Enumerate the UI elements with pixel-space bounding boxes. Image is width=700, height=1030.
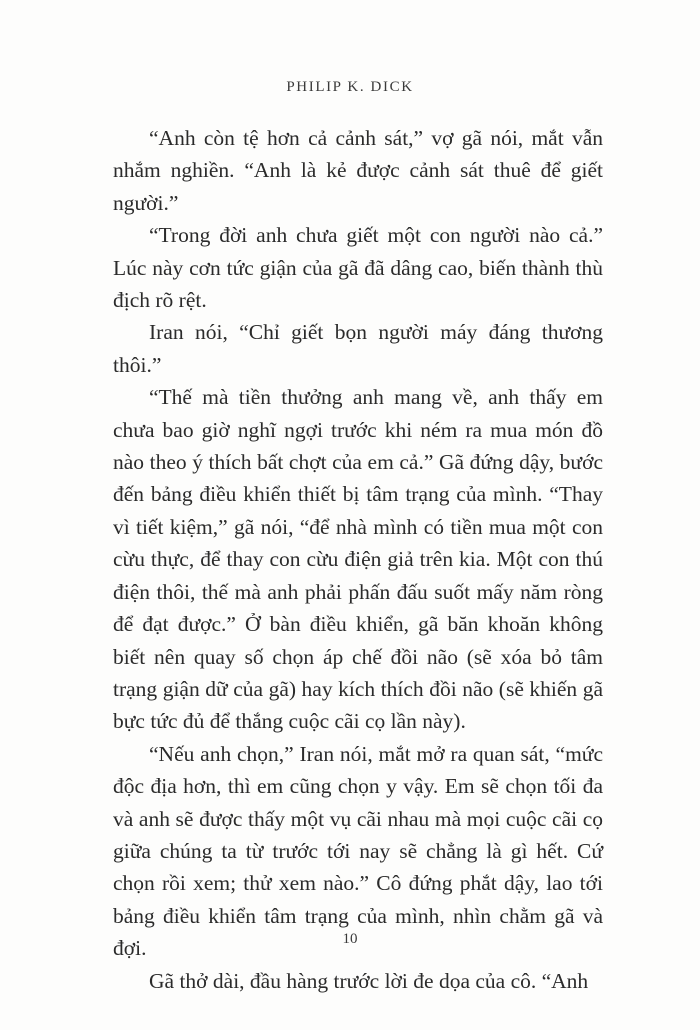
paragraph: “Anh còn tệ hơn cả cảnh sát,” vợ gã nói, mắt vẫn nhắm nghiền. “Anh là kẻ được cảnh sát thuê để giết người.” (113, 126, 603, 215)
page-number: 10 (342, 931, 358, 947)
paragraph: “Nếu anh chọn,” Iran nói, mắt mở ra quan sát, “mức độc địa hơn, thì em cũng chọn y vậy. Em sẽ chọn tối đa và anh sẽ được thấy một vụ cãi nhau mà mọi cuộc cãi cọ giữa chúng ta từ trước tới nay sẽ chẳng là gì hết. Cứ chọn rồi xem; thử xem nào.” Cô đứng phắt dậy, lao tới bảng điều khiển tâm trạng của mình, nhìn chằm gã và đợi. (113, 741, 603, 961)
body-text (113, 122, 603, 997)
paragraph: Gã thở dài, đầu hàng trước lời đe dọa của cô. “Anh (149, 968, 589, 993)
paragraph: “Trong đời anh chưa giết một con người nào cả.” Lúc này cơn tức giận của gã đã dâng cao, biến thành thù địch rõ rệt. (113, 223, 603, 313)
paragraph: Iran nói, “Chỉ giết bọn người máy đáng thương thôi.” (113, 320, 603, 377)
running-head: PHILIP K. DICK (286, 79, 414, 95)
paragraph: “Thế mà tiền thưởng anh mang về, anh thấy em chưa bao giờ nghĩ ngợi trước khi ném ra mua món đồ nào theo ý thích bất chợt của em cả.” Gã đứng dậy, bước đến bảng điều khiển thiết bị tâm trạng của mình. “Thay vì tiết kiệm,” gã nói, “để nhà mình có tiền mua một con cừu thực, để thay con cừu điện giả trên kia. Một con thú điện thôi, thế mà anh phải phấn đấu suốt mấy năm ròng để đạt được.” Ở bàn điều khiển, gã băn khoăn không biết nên quay số chọn áp chế đồi não (sẽ xóa bỏ tâm trạng giận dữ của gã) hay kích thích đồi não (sẽ khiến gã bực tức đủ để thắng cuộc cãi cọ lần này). (113, 385, 603, 734)
